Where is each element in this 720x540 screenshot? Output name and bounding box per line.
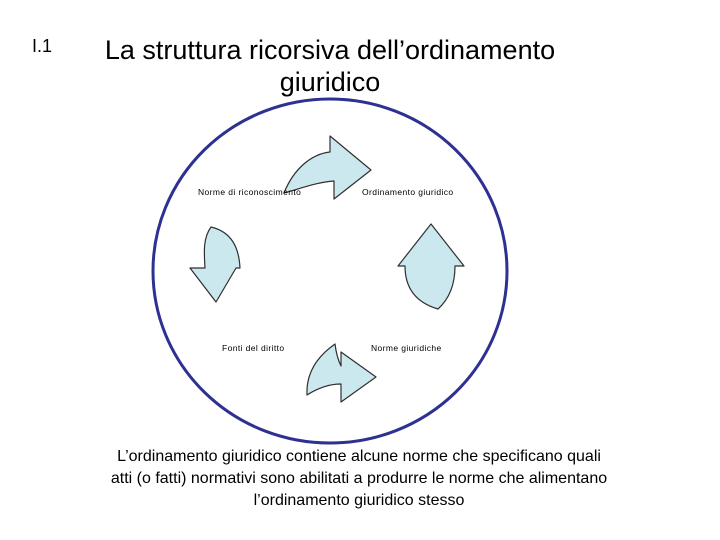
cycle-arrow-right bbox=[398, 224, 464, 309]
caption-line-1: L’ordinamento giuridico contiene alcune norme che specificano quali bbox=[117, 448, 601, 465]
caption-line-2: atti (o fatti) normativi sono abilitati a produrre le norme che alimentano bbox=[110, 470, 608, 487]
label-ordinamento-giuridico: Ordinamento giuridico bbox=[362, 187, 454, 197]
cycle-arrow-bottom bbox=[307, 344, 376, 402]
label-fonti-del-diritto: Fonti del diritto bbox=[222, 343, 285, 353]
label-norme-di-riconoscimento: Norme di riconoscimento bbox=[198, 187, 302, 197]
caption bbox=[60, 446, 658, 512]
label-norme-giuridiche: Norme giuridiche bbox=[371, 343, 442, 353]
caption-line-3: l’ordinamento giuridico stesso bbox=[253, 492, 465, 509]
slide-number: I.1 bbox=[32, 36, 53, 56]
title-line-2: giuridico bbox=[279, 67, 381, 97]
title-line-1: La struttura ricorsiva dell’ordinamento bbox=[104, 35, 556, 65]
cycle-arrow-left bbox=[190, 227, 240, 302]
